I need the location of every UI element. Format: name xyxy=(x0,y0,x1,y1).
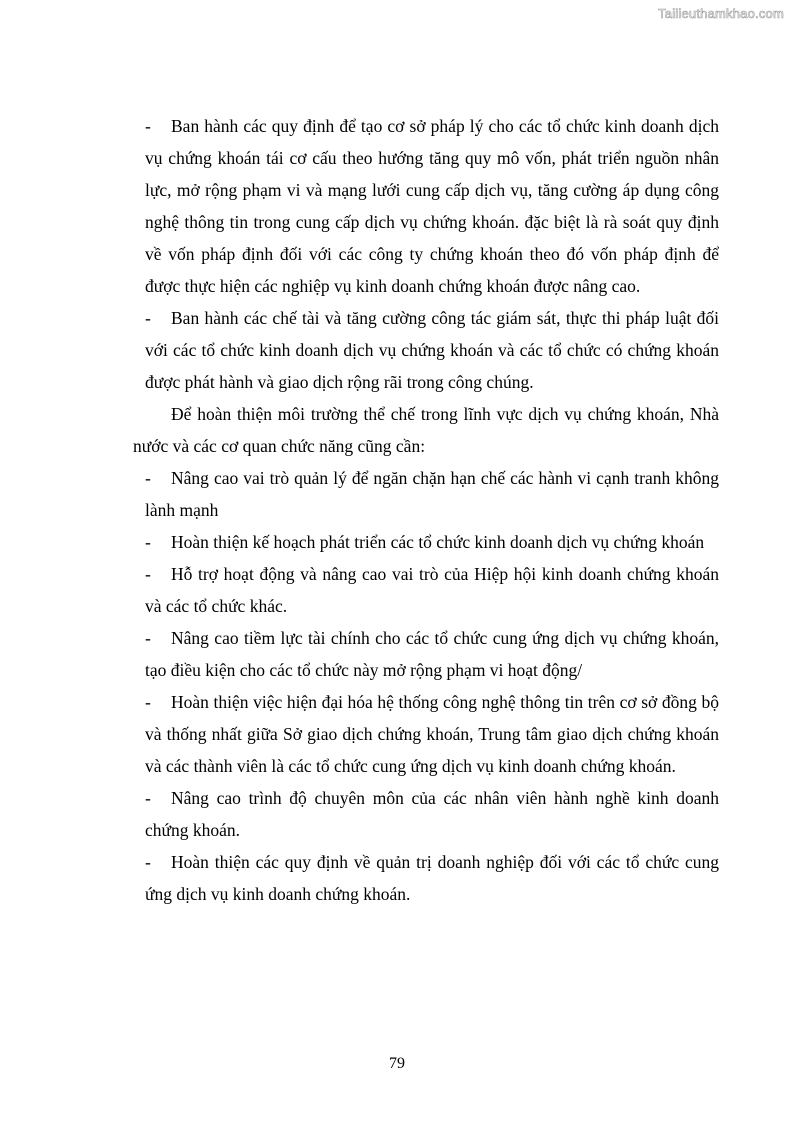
list-item xyxy=(133,462,719,526)
bullet-dash: - xyxy=(145,116,151,136)
list-item-text: Hoàn thiện việc hiện đại hóa hệ thống công nghệ thông tin trên cơ sở đồng bộ và thống nhất giữa Sở giao dịch chứng khoán, Trung tâm giao dịch chứng khoán và các thành viên là các tổ chức cung ứng dịch vụ kinh doanh chứng khoán. xyxy=(145,692,719,776)
list-item xyxy=(133,302,719,398)
watermark: Tailieuthamkhao.com xyxy=(658,6,784,21)
list-item-text: Nâng cao tiềm lực tài chính cho các tổ chức cung ứng dịch vụ chứng khoán, tạo điều kiện cho các tổ chức này mở rộng phạm vi hoạt động/ xyxy=(145,628,719,680)
list-item-text: Nâng cao vai trò quản lý để ngăn chặn hạn chế các hành vi cạnh tranh không lành mạnh xyxy=(145,468,719,520)
list-item xyxy=(133,782,719,846)
list-item-text: Nâng cao trình độ chuyên môn của các nhân viên hành nghề kinh doanh chứng khoán. xyxy=(145,788,719,840)
list-item xyxy=(133,110,719,302)
bullet-dash: - xyxy=(145,628,151,648)
bullet-dash: - xyxy=(145,852,151,872)
list-item-text: Hoàn thiện kế hoạch phát triển các tổ chức kinh doanh dịch vụ chứng khoán xyxy=(171,532,705,552)
bullet-dash: - xyxy=(145,692,151,712)
page-number: 79 xyxy=(389,1055,405,1072)
document-body xyxy=(133,110,719,910)
list-item-text: Hỗ trợ hoạt động và nâng cao vai trò của Hiệp hội kinh doanh chứng khoán và các tổ chức khác. xyxy=(145,564,719,616)
bullet-dash: - xyxy=(145,532,151,552)
bullet-dash: - xyxy=(145,468,151,488)
list-item xyxy=(133,622,719,686)
list-item-text: Ban hành các quy định để tạo cơ sở pháp lý cho các tổ chức kinh doanh dịch vụ chứng khoán tái cơ cấu theo hướng tăng quy mô vốn, phát triển nguồn nhân lực, mở rộng phạm vi và mạng lưới cung cấp dịch vụ, tăng cường áp dụng công nghệ thông tin trong cung cấp dịch vụ chứng khoán. đặc biệt là rà soát quy định về vốn pháp định đối với các công ty chứng khoán theo đó vốn pháp định để được thực hiện các nghiệp vụ kinh doanh chứng khoán được nâng cao. xyxy=(145,116,719,296)
list-item xyxy=(133,558,719,622)
list-item xyxy=(133,526,719,558)
list-item-text: Hoàn thiện các quy định về quản trị doanh nghiệp đối với các tổ chức cung ứng dịch vụ kinh doanh chứng khoán. xyxy=(145,852,719,904)
list-item-text: Ban hành các chế tài và tăng cường công tác giám sát, thực thi pháp luật đối với các tổ chức kinh doanh dịch vụ chứng khoán và các tổ chức có chứng khoán được phát hành và giao dịch rộng rãi trong công chúng. xyxy=(145,308,719,392)
bullet-dash: - xyxy=(145,788,151,808)
paragraph: Để hoàn thiện môi trường thể chế trong lĩnh vực dịch vụ chứng khoán, Nhà nước và các cơ quan chức năng cũng cần: xyxy=(133,404,719,456)
list-item xyxy=(133,686,719,782)
list-item xyxy=(133,846,719,910)
bullet-dash: - xyxy=(145,308,151,328)
bullet-dash: - xyxy=(145,564,151,584)
